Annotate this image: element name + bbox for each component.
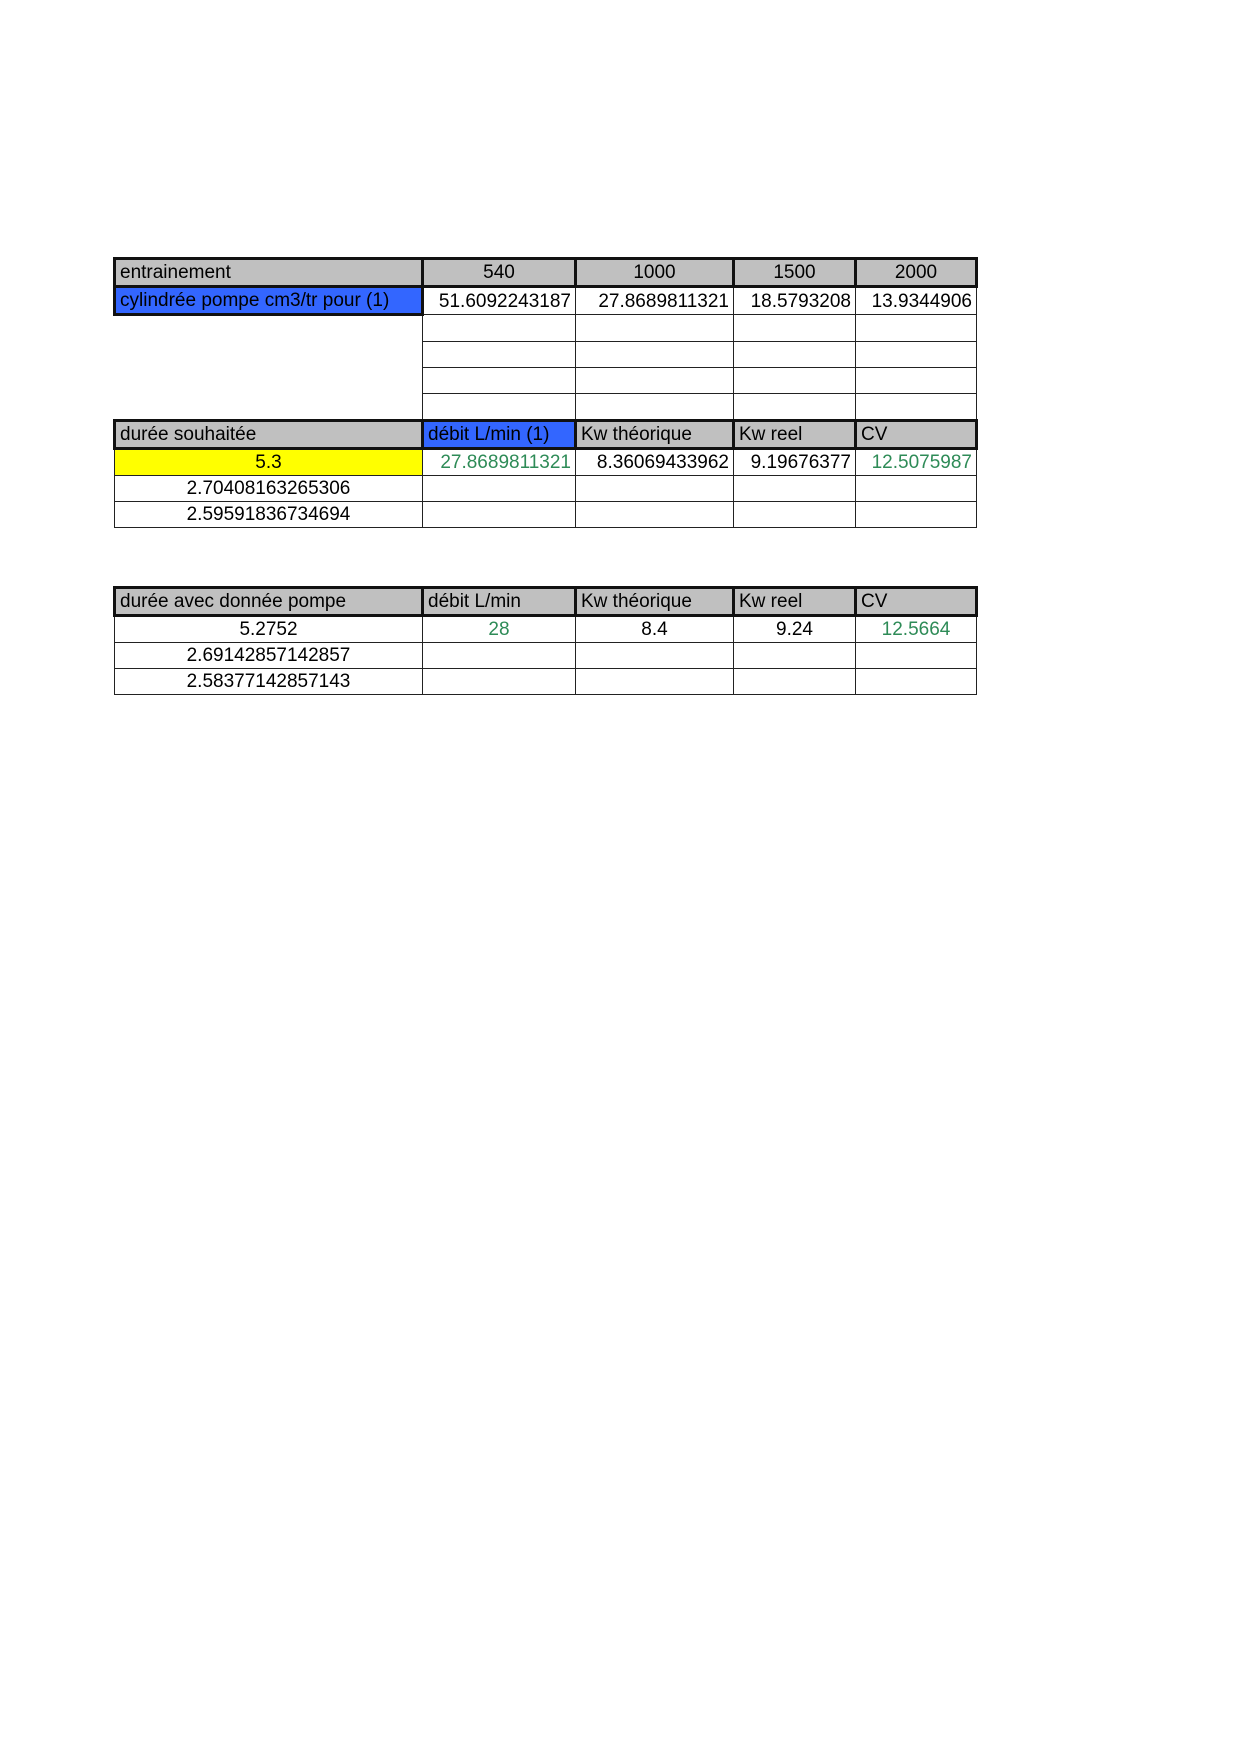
empty-cell[interactable] — [734, 475, 856, 501]
pump-data-table — [113, 586, 978, 695]
cv-cell[interactable]: 12.5664 — [856, 616, 977, 643]
empty-cell[interactable] — [576, 393, 734, 420]
empty-cell[interactable] — [856, 501, 977, 527]
empty-cell[interactable] — [423, 315, 576, 342]
empty-cell[interactable] — [856, 341, 977, 367]
speed-cell[interactable]: 1000 — [576, 259, 734, 287]
kw-theoretical-header-cell[interactable]: Kw théorique — [576, 588, 734, 616]
empty-cell[interactable] — [734, 341, 856, 367]
flow-cell[interactable]: 27.8689811321 — [423, 448, 576, 475]
kw-theoretical-cell[interactable]: 8.36069433962 — [576, 448, 734, 475]
empty-row — [115, 393, 977, 420]
displacement-cell[interactable]: 27.8689811321 — [576, 287, 734, 315]
empty-cell[interactable] — [734, 367, 856, 393]
blank-cell — [115, 341, 423, 367]
empty-cell[interactable] — [423, 367, 576, 393]
empty-cell[interactable] — [856, 669, 977, 695]
empty-cell[interactable] — [576, 501, 734, 527]
empty-cell[interactable] — [734, 501, 856, 527]
empty-cell[interactable] — [734, 643, 856, 669]
empty-cell[interactable] — [734, 315, 856, 342]
result-row — [115, 448, 977, 475]
displacement-cell[interactable]: 13.9344906 — [856, 287, 977, 315]
empty-cell[interactable] — [576, 341, 734, 367]
flow-cell[interactable]: 28 — [423, 616, 576, 643]
duration-header-cell[interactable]: durée avec donnée pompe — [115, 588, 423, 616]
result-header-row — [115, 420, 977, 448]
empty-cell[interactable] — [856, 475, 977, 501]
flow-header-cell[interactable]: débit L/min (1) — [423, 420, 576, 448]
duration-header-cell[interactable]: durée souhaitée — [115, 420, 423, 448]
kw-real-cell[interactable]: 9.24 — [734, 616, 856, 643]
empty-cell[interactable] — [856, 643, 977, 669]
duration-cell[interactable]: 2.70408163265306 — [115, 475, 423, 501]
kw-real-header-cell[interactable]: Kw reel — [734, 588, 856, 616]
kw-theoretical-header-cell[interactable]: Kw théorique — [576, 420, 734, 448]
empty-cell[interactable] — [734, 393, 856, 420]
blank-cell — [115, 367, 423, 393]
displacement-cell[interactable]: 18.5793208 — [734, 287, 856, 315]
displacement-label-cell[interactable]: cylindrée pompe cm3/tr pour (1) — [115, 287, 423, 315]
empty-cell[interactable] — [856, 393, 977, 420]
header-label-cell[interactable]: entrainement — [115, 259, 423, 287]
result-row — [115, 616, 977, 643]
empty-cell[interactable] — [423, 643, 576, 669]
empty-cell[interactable] — [576, 643, 734, 669]
flow-header-cell[interactable]: débit L/min — [423, 588, 576, 616]
empty-cell[interactable] — [734, 669, 856, 695]
empty-cell[interactable] — [576, 315, 734, 342]
speed-cell[interactable]: 1500 — [734, 259, 856, 287]
cv-header-cell[interactable]: CV — [856, 588, 977, 616]
duration-cell[interactable]: 5.2752 — [115, 616, 423, 643]
empty-cell[interactable] — [576, 367, 734, 393]
kw-real-cell[interactable]: 9.19676377 — [734, 448, 856, 475]
cv-cell[interactable]: 12.5075987 — [856, 448, 977, 475]
result-row — [115, 501, 977, 527]
empty-cell[interactable] — [856, 315, 977, 342]
empty-cell[interactable] — [423, 475, 576, 501]
displacement-row — [115, 287, 977, 315]
empty-row — [115, 367, 977, 393]
duration-input-cell[interactable]: 5.3 — [115, 448, 423, 475]
duration-cell[interactable]: 2.58377142857143 — [115, 669, 423, 695]
speed-cell[interactable]: 2000 — [856, 259, 977, 287]
cv-header-cell[interactable]: CV — [856, 420, 977, 448]
empty-row — [115, 341, 977, 367]
empty-cell[interactable] — [856, 367, 977, 393]
kw-real-header-cell[interactable]: Kw reel — [734, 420, 856, 448]
empty-cell[interactable] — [576, 475, 734, 501]
result-row — [115, 669, 977, 695]
empty-cell[interactable] — [423, 393, 576, 420]
duration-cell[interactable]: 2.69142857142857 — [115, 643, 423, 669]
displacement-cell[interactable]: 51.6092243187 — [423, 287, 576, 315]
header-row — [115, 588, 977, 616]
blank-cell — [115, 393, 423, 420]
empty-row — [115, 315, 977, 342]
pump-calculation-table — [113, 257, 978, 528]
kw-theoretical-cell[interactable]: 8.4 — [576, 616, 734, 643]
speed-cell[interactable]: 540 — [423, 259, 576, 287]
empty-cell[interactable] — [423, 501, 576, 527]
empty-cell[interactable] — [423, 341, 576, 367]
duration-cell[interactable]: 2.59591836734694 — [115, 501, 423, 527]
result-row — [115, 643, 977, 669]
speed-header-row — [115, 259, 977, 287]
blank-cell — [115, 315, 423, 342]
empty-cell[interactable] — [576, 669, 734, 695]
result-row — [115, 475, 977, 501]
empty-cell[interactable] — [423, 669, 576, 695]
